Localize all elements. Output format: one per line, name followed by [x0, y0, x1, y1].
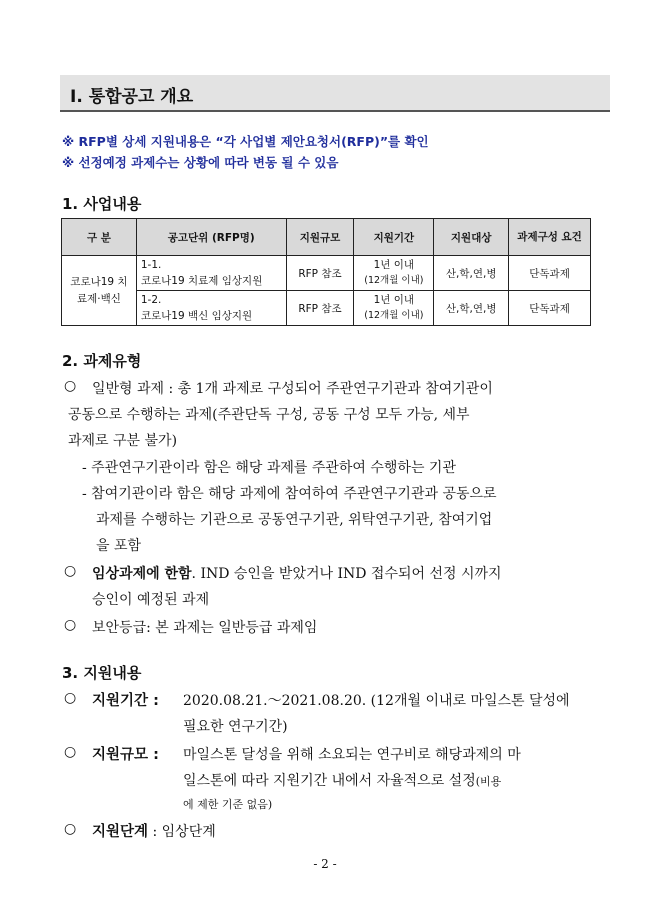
scale-cell: RFP 참조 [286, 291, 354, 326]
stage-value: : 임상단계 [148, 824, 216, 840]
page-title: Ⅰ. 통합공고 개요 [70, 87, 194, 107]
req-cell: 단독과제 [509, 291, 591, 326]
period-sub: (12개월 이내) [364, 310, 424, 321]
req-cell: 단독과제 [509, 256, 591, 291]
section1-title: 1. 사업내용 [62, 195, 142, 213]
target-cell: 산,학,연,병 [434, 256, 509, 291]
security-level: 보안등급: 본 과제는 일반등급 과제임 [92, 620, 318, 636]
general-task-line3: 과제로 구분 불가) [68, 433, 178, 449]
th-unit: 공고단위 (RFP명) [136, 219, 286, 256]
table-row [62, 256, 591, 291]
th-scale: 지원규모 [286, 219, 354, 256]
period-line1: 2020.08.21.～2021.08.20. (12개월 이내로 마일스톤 달성에 [183, 693, 570, 709]
bullet-icon: ○ [64, 821, 77, 837]
section3-title: 3. 지원내용 [62, 664, 142, 682]
period-line2: 필요한 연구기간) [183, 719, 288, 735]
bullet-icon: ○ [64, 378, 77, 394]
period-main: 1년 이내 [373, 294, 415, 306]
stage-label: 지원단계 [92, 824, 149, 840]
bullet-icon: ○ [64, 690, 77, 706]
unit-code: 1-2. [140, 294, 162, 306]
general-task-line2: 공동으로 수행하는 과제(주관단독 구성, 공동 구성 모두 가능, 세부 [68, 407, 470, 423]
notice-rfp: ※ RFP별 상세 지원내용은 “각 사업별 제안요청서(RFP)”를 확인 [62, 134, 429, 149]
period-label: 지원기간 : [92, 693, 159, 709]
business-table [61, 218, 591, 326]
scale-line2-text: 일스톤에 따라 지원기간 내에서 자율적으로 설정 [183, 773, 476, 789]
bullet-icon: ○ [64, 563, 77, 579]
unit-cell [136, 291, 286, 326]
clinical-task-bold: 임상과제에 한함 [92, 566, 192, 582]
scale-line3: 에 제한 기준 없음) [183, 798, 273, 811]
th-category: 구 분 [62, 219, 137, 256]
notice-selection: ※ 선정예정 과제수는 상황에 따라 변동 될 수 있음 [62, 155, 339, 170]
period-sub: (12개월 이내) [364, 275, 424, 286]
table-header-row [62, 219, 591, 256]
lead-institution-def: - 주관연구기관이라 함은 해당 과제를 주관하여 수행하는 기관 [82, 460, 456, 476]
category-cell: 코로나19 치료제·백신 [62, 256, 137, 326]
clinical-task-line1 [92, 563, 502, 583]
participant-def-line2: 과제를 수행하는 기관으로 공동연구기관, 위탁연구기관, 참여기업 [96, 512, 493, 528]
clinical-task-line2: 승인이 예정된 과제 [92, 592, 210, 608]
section2-title: 2. 과제유형 [62, 352, 142, 370]
scale-cell: RFP 참조 [286, 256, 354, 291]
unit-name: 코로나19 백신 임상지원 [140, 310, 253, 322]
section-header-box [60, 75, 610, 112]
period-cell [354, 256, 434, 291]
scale-line1: 마일스톤 달성을 위해 소요되는 연구비로 해당과제의 마 [183, 747, 521, 763]
scale-line2-small: (비용 [475, 775, 502, 788]
target-cell: 산,학,연,병 [434, 291, 509, 326]
th-period: 지원기간 [354, 219, 434, 256]
page-number: - 2 - [313, 857, 337, 871]
th-target: 지원대상 [434, 219, 509, 256]
scale-label: 지원규모 : [92, 747, 159, 763]
scale-line2 [183, 770, 501, 790]
period-main: 1년 이내 [373, 259, 415, 271]
unit-code: 1-1. [140, 259, 162, 271]
bullet-icon: ○ [64, 744, 77, 760]
period-cell [354, 291, 434, 326]
general-task-line1: 일반형 과제 : 총 1개 과제로 구성되어 주관연구기관과 참여기관이 [92, 381, 493, 397]
th-req: 과제구성 요건 [509, 219, 591, 256]
table-row [62, 291, 591, 326]
unit-cell [136, 256, 286, 291]
bullet-icon: ○ [64, 617, 77, 633]
stage-line [92, 820, 216, 841]
clinical-task-rest: . IND 승인을 받았거나 IND 접수되어 선정 시까지 [191, 566, 502, 582]
participant-def-line1: - 참여기관이라 함은 해당 과제에 참여하여 주관연구기관과 공동으로 [82, 486, 497, 502]
unit-name: 코로나19 치료제 임상지원 [140, 275, 263, 287]
participant-def-line3: 을 포함 [96, 538, 142, 554]
